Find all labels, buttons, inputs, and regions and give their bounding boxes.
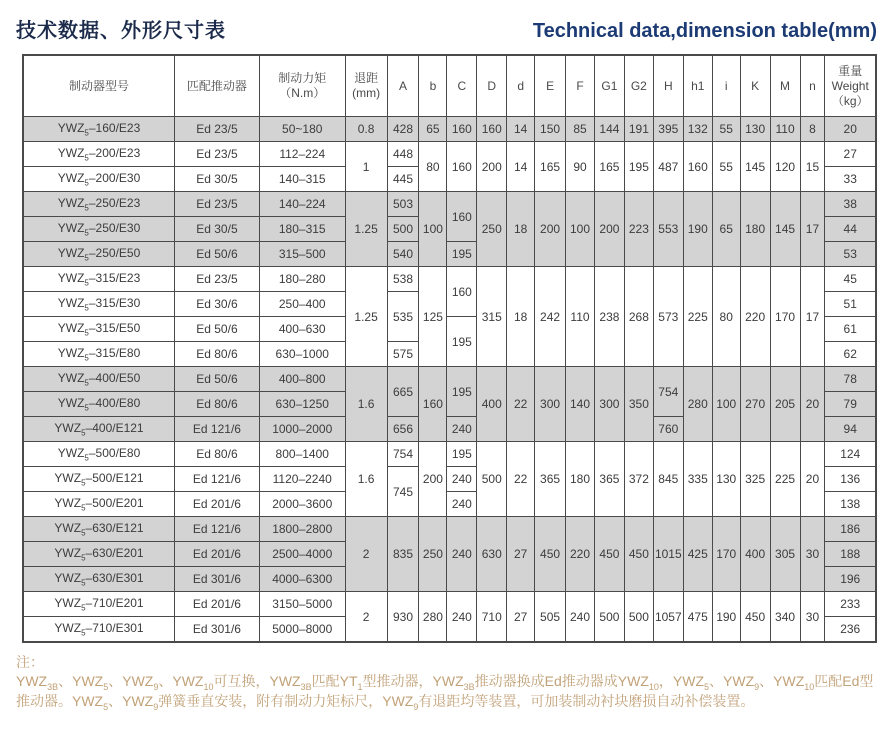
value-cell: 100 (419, 192, 447, 267)
spec-table (22, 54, 877, 643)
value-cell: Ed 23/5 (175, 142, 260, 167)
model-cell: $YWZ_5-630/E301$ (23, 567, 175, 592)
value-cell: 0.8 (345, 117, 387, 142)
value-cell: 240 (447, 592, 477, 643)
column-header: E (535, 55, 566, 117)
value-cell: 500 (477, 442, 507, 517)
value-cell: 145 (740, 142, 770, 192)
value-cell: 450 (594, 517, 624, 592)
value-cell: 20 (800, 367, 825, 442)
value-cell: 487 (653, 142, 683, 192)
model-cell: $YWZ_5-400/E121$ (23, 417, 175, 442)
value-cell: Ed 30/5 (175, 167, 260, 192)
table-row (23, 592, 876, 617)
value-cell: 160 (683, 142, 712, 192)
value-cell: Ed 23/5 (175, 192, 260, 217)
value-cell: 3150–5000 (259, 592, 345, 617)
value-cell: 930 (387, 592, 419, 643)
value-cell: 372 (624, 442, 653, 517)
column-header: C (447, 55, 477, 117)
value-cell: 845 (653, 442, 683, 517)
value-cell: 51 (825, 292, 876, 317)
value-cell: Ed 121/6 (175, 517, 260, 542)
value-cell: Ed 30/6 (175, 292, 260, 317)
value-cell: 280 (683, 367, 712, 442)
value-cell: 280 (419, 592, 447, 643)
value-cell: 630 (477, 517, 507, 592)
value-cell: 2000–3600 (259, 492, 345, 517)
value-cell: 540 (387, 242, 419, 267)
value-cell: 5000–8000 (259, 617, 345, 643)
value-cell: 112–224 (259, 142, 345, 167)
model-cell: $YWZ_5-315/E23$ (23, 267, 175, 292)
value-cell: 223 (624, 192, 653, 267)
value-cell: 50~180 (259, 117, 345, 142)
value-cell: 575 (387, 342, 419, 367)
value-cell: 160 (477, 117, 507, 142)
value-cell: 754 (653, 367, 683, 417)
value-cell: 160 (447, 117, 477, 142)
value-cell: 165 (535, 142, 566, 192)
value-cell: 61 (825, 317, 876, 342)
title-bar (16, 12, 877, 54)
value-cell: 220 (740, 267, 770, 367)
value-cell: 710 (477, 592, 507, 643)
value-cell: 220 (566, 517, 595, 592)
value-cell: 340 (770, 592, 800, 643)
value-cell: 160 (419, 367, 447, 442)
value-cell: 365 (535, 442, 566, 517)
value-cell: Ed 80/6 (175, 392, 260, 417)
column-header: M (770, 55, 800, 117)
value-cell: 428 (387, 117, 419, 142)
value-cell: 503 (387, 192, 419, 217)
value-cell: 350 (624, 367, 653, 442)
value-cell: 200 (419, 442, 447, 517)
table-row (23, 117, 876, 142)
value-cell: 38 (825, 192, 876, 217)
column-header: A (387, 55, 419, 117)
column-header: 退距 (mm) (345, 55, 387, 117)
note-text: $YWZ_{3B}$、$YWZ_5$、$YWZ_9$、$YWZ_{10}$可互换，$YWZ_{3B}$匹配$YT_1$型推动器，$YWZ_{3B}$推动器换成Ed推动器成$YWZ_{10}$，$YWZ_5$、$YWZ_9$、$YWZ_{10}$匹配Ed型推动器。$YWZ_5$、$YWZ_9$弹簧垂直安装，附有制动力矩标尺，$YWZ_9$有退距均等装置，可加装制动衬块磨损自动补偿装置。 (16, 673, 874, 712)
value-cell: 400–630 (259, 317, 345, 342)
value-cell: 505 (535, 592, 566, 643)
value-cell: 17 (800, 267, 825, 367)
model-cell: $YWZ_5-315/E30$ (23, 292, 175, 317)
value-cell: Ed 121/6 (175, 467, 260, 492)
value-cell: 65 (419, 117, 447, 142)
value-cell: 250 (419, 517, 447, 592)
value-cell: 191 (624, 117, 653, 142)
value-cell: 205 (770, 367, 800, 442)
value-cell: Ed 301/6 (175, 617, 260, 643)
value-cell: 475 (683, 592, 712, 643)
value-cell: Ed 121/6 (175, 417, 260, 442)
model-cell: $YWZ_5-400/E80$ (23, 392, 175, 417)
table-row (23, 367, 876, 392)
value-cell: 190 (712, 592, 740, 643)
value-cell: 195 (447, 242, 477, 267)
value-cell: Ed 50/6 (175, 367, 260, 392)
value-cell: 18 (507, 192, 535, 267)
value-cell: 30 (800, 517, 825, 592)
value-cell: 145 (770, 192, 800, 267)
note-section (16, 653, 877, 712)
value-cell: 100 (712, 367, 740, 442)
value-cell: 33 (825, 167, 876, 192)
value-cell: 79 (825, 392, 876, 417)
value-cell: 553 (653, 192, 683, 267)
value-cell: 225 (770, 442, 800, 517)
value-cell: 250 (477, 192, 507, 267)
value-cell: 395 (653, 117, 683, 142)
value-cell: 140–224 (259, 192, 345, 217)
value-cell: 242 (535, 267, 566, 367)
model-cell: $YWZ_5-500/E121$ (23, 467, 175, 492)
value-cell: 20 (825, 117, 876, 142)
value-cell: 200 (477, 142, 507, 192)
value-cell: 268 (624, 267, 653, 367)
value-cell: 110 (566, 267, 595, 367)
value-cell: Ed 80/6 (175, 342, 260, 367)
value-cell: 400 (740, 517, 770, 592)
model-cell: $YWZ_5-250/E23$ (23, 192, 175, 217)
value-cell: 138 (825, 492, 876, 517)
model-cell: $YWZ_5-630/E121$ (23, 517, 175, 542)
value-cell: 190 (683, 192, 712, 267)
value-cell: 630–1250 (259, 392, 345, 417)
value-cell: 130 (712, 442, 740, 517)
value-cell: 55 (712, 142, 740, 192)
value-cell: 124 (825, 442, 876, 467)
column-header: 制动器型号 (23, 55, 175, 117)
value-cell: 200 (535, 192, 566, 267)
column-header: G1 (594, 55, 624, 117)
value-cell: 236 (825, 617, 876, 643)
value-cell: 240 (566, 592, 595, 643)
column-header: 重量 Weight （kg） (825, 55, 876, 117)
value-cell: 90 (566, 142, 595, 192)
value-cell: 1000–2000 (259, 417, 345, 442)
value-cell: 300 (594, 367, 624, 442)
value-cell: 1.25 (345, 192, 387, 267)
value-cell: Ed 201/6 (175, 492, 260, 517)
model-cell: $YWZ_5-710/E201$ (23, 592, 175, 617)
column-header: n (800, 55, 825, 117)
value-cell: 136 (825, 467, 876, 492)
value-cell: 445 (387, 167, 419, 192)
value-cell: 1 (345, 142, 387, 192)
value-cell: 30 (800, 592, 825, 643)
value-cell: 144 (594, 117, 624, 142)
value-cell: 325 (740, 442, 770, 517)
model-cell: $YWZ_5-710/E301$ (23, 617, 175, 643)
column-header: d (507, 55, 535, 117)
value-cell: 44 (825, 217, 876, 242)
model-cell: $YWZ_5-500/E201$ (23, 492, 175, 517)
value-cell: 170 (712, 517, 740, 592)
value-cell: 53 (825, 242, 876, 267)
value-cell: 500 (387, 217, 419, 242)
value-cell: 196 (825, 567, 876, 592)
value-cell: 195 (447, 442, 477, 467)
value-cell: 656 (387, 417, 419, 442)
value-cell: 195 (447, 367, 477, 417)
value-cell: 80 (712, 267, 740, 367)
value-cell: 160 (447, 267, 477, 317)
value-cell: 1.6 (345, 367, 387, 442)
value-cell: 132 (683, 117, 712, 142)
value-cell: 448 (387, 142, 419, 167)
value-cell: 180 (740, 192, 770, 267)
value-cell: 665 (387, 367, 419, 417)
value-cell: 538 (387, 267, 419, 292)
value-cell: 4000–6300 (259, 567, 345, 592)
value-cell: 94 (825, 417, 876, 442)
value-cell: 180 (566, 442, 595, 517)
column-header: K (740, 55, 770, 117)
value-cell: 754 (387, 442, 419, 467)
model-cell: $YWZ_5-200/E23$ (23, 142, 175, 167)
column-header: i (712, 55, 740, 117)
value-cell: 22 (507, 367, 535, 442)
value-cell: 160 (447, 192, 477, 242)
value-cell: 240 (447, 467, 477, 492)
value-cell: 15 (800, 142, 825, 192)
model-cell: $YWZ_5-315/E80$ (23, 342, 175, 367)
value-cell: 425 (683, 517, 712, 592)
value-cell: Ed 80/6 (175, 442, 260, 467)
value-cell: 2 (345, 592, 387, 643)
value-cell: 14 (507, 142, 535, 192)
value-cell: 78 (825, 367, 876, 392)
value-cell: 500 (624, 592, 653, 643)
value-cell: 100 (566, 192, 595, 267)
table-row (23, 192, 876, 217)
column-header: b (419, 55, 447, 117)
value-cell: Ed 23/5 (175, 117, 260, 142)
value-cell: Ed 201/6 (175, 592, 260, 617)
value-cell: 450 (535, 517, 566, 592)
value-cell: 27 (507, 517, 535, 592)
value-cell: 22 (507, 442, 535, 517)
value-cell: Ed 23/5 (175, 267, 260, 292)
value-cell: 315–500 (259, 242, 345, 267)
column-header: 制动力矩 （N.m） (259, 55, 345, 117)
value-cell: 250–400 (259, 292, 345, 317)
value-cell: 1120–2240 (259, 467, 345, 492)
table-row (23, 442, 876, 467)
value-cell: Ed 50/6 (175, 242, 260, 267)
value-cell: 8 (800, 117, 825, 142)
value-cell: 140–315 (259, 167, 345, 192)
value-cell: 45 (825, 267, 876, 292)
note-label: 注： (16, 654, 44, 670)
value-cell: 835 (387, 517, 419, 592)
value-cell: 573 (653, 267, 683, 367)
value-cell: 400 (477, 367, 507, 442)
value-cell: 18 (507, 267, 535, 367)
value-cell: 238 (594, 267, 624, 367)
page-title-zh: 技术数据、外形尺寸表 (16, 20, 226, 42)
value-cell: 270 (740, 367, 770, 442)
value-cell: 20 (800, 442, 825, 517)
value-cell: 535 (387, 292, 419, 342)
value-cell: 165 (594, 142, 624, 192)
model-cell: $YWZ_5-315/E50$ (23, 317, 175, 342)
column-header: G2 (624, 55, 653, 117)
value-cell: 27 (507, 592, 535, 643)
value-cell: 80 (419, 142, 447, 192)
value-cell: 2500–4000 (259, 542, 345, 567)
value-cell: 195 (447, 317, 477, 367)
value-cell: 233 (825, 592, 876, 617)
value-cell: 140 (566, 367, 595, 442)
value-cell: 760 (653, 417, 683, 442)
column-header: 匹配推动器 (175, 55, 260, 117)
value-cell: 17 (800, 192, 825, 267)
table-row (23, 142, 876, 167)
value-cell: 500 (594, 592, 624, 643)
value-cell: Ed 301/6 (175, 567, 260, 592)
value-cell: 305 (770, 517, 800, 592)
value-cell: 160 (447, 142, 477, 192)
model-cell: $YWZ_5-400/E50$ (23, 367, 175, 392)
value-cell: 27 (825, 142, 876, 167)
value-cell: 240 (447, 492, 477, 517)
table-row (23, 267, 876, 292)
value-cell: 240 (447, 517, 477, 592)
value-cell: 1800–2800 (259, 517, 345, 542)
value-cell: 315 (477, 267, 507, 367)
value-cell: 1.25 (345, 267, 387, 367)
value-cell: 65 (712, 192, 740, 267)
value-cell: 450 (624, 517, 653, 592)
value-cell: 745 (387, 467, 419, 517)
model-cell: $YWZ_5-200/E30$ (23, 167, 175, 192)
value-cell: 180–280 (259, 267, 345, 292)
value-cell: 225 (683, 267, 712, 367)
value-cell: 120 (770, 142, 800, 192)
value-cell: 800–1400 (259, 442, 345, 467)
value-cell: 180–315 (259, 217, 345, 242)
page-title-en: Technical data,dimension table(mm) (532, 20, 877, 42)
value-cell: 2 (345, 517, 387, 592)
value-cell: 200 (594, 192, 624, 267)
value-cell: 186 (825, 517, 876, 542)
value-cell: 125 (419, 267, 447, 367)
value-cell: 400–800 (259, 367, 345, 392)
model-cell: $YWZ_5-630/E201$ (23, 542, 175, 567)
header-row (23, 55, 876, 117)
value-cell: 1057 (653, 592, 683, 643)
model-cell: $YWZ_5-250/E50$ (23, 242, 175, 267)
value-cell: 240 (447, 417, 477, 442)
model-cell: $YWZ_5-500/E80$ (23, 442, 175, 467)
value-cell: 1.6 (345, 442, 387, 517)
value-cell: 62 (825, 342, 876, 367)
model-cell: $YWZ_5-160/E23$ (23, 117, 175, 142)
value-cell: Ed 30/5 (175, 217, 260, 242)
value-cell: Ed 50/6 (175, 317, 260, 342)
model-cell: $YWZ_5-250/E30$ (23, 217, 175, 242)
value-cell: 170 (770, 267, 800, 367)
value-cell: 188 (825, 542, 876, 567)
value-cell: 130 (740, 117, 770, 142)
value-cell: 14 (507, 117, 535, 142)
table-row (23, 517, 876, 542)
column-header: H (653, 55, 683, 117)
column-header: h1 (683, 55, 712, 117)
value-cell: 630–1000 (259, 342, 345, 367)
value-cell: 300 (535, 367, 566, 442)
value-cell: 195 (624, 142, 653, 192)
column-header: D (477, 55, 507, 117)
value-cell: 1015 (653, 517, 683, 592)
column-header: F (566, 55, 595, 117)
value-cell: 450 (740, 592, 770, 643)
value-cell: Ed 201/6 (175, 542, 260, 567)
value-cell: 150 (535, 117, 566, 142)
value-cell: 85 (566, 117, 595, 142)
value-cell: 335 (683, 442, 712, 517)
value-cell: 110 (770, 117, 800, 142)
value-cell: 365 (594, 442, 624, 517)
value-cell: 55 (712, 117, 740, 142)
